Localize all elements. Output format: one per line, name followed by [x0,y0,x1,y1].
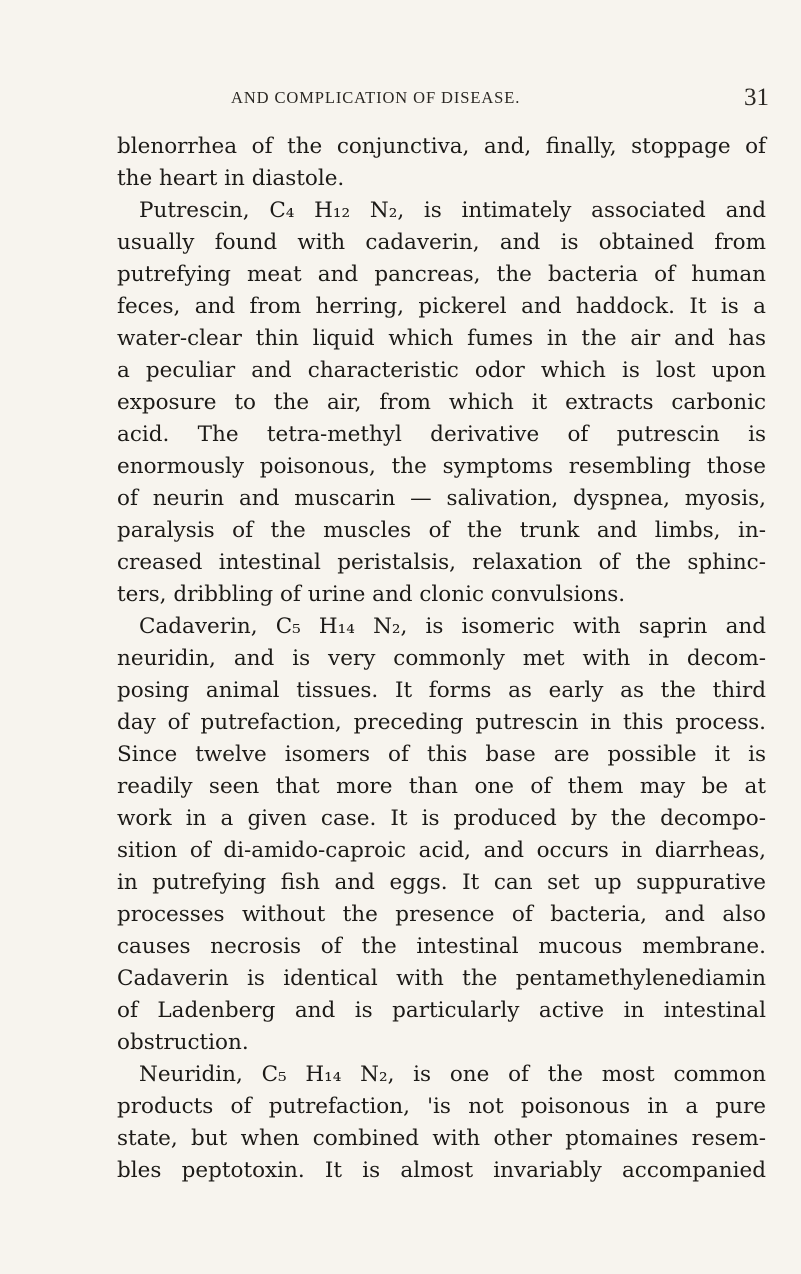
text-line: products of putrefaction, 'is not poisonous in a pure [117,1094,766,1119]
text-line: blenorrhea of the conjunctiva, and, finally, stoppage of [117,134,766,159]
text-line: putrefying meat and pancreas, the bacteria of human [117,262,766,287]
paragraph-cadaverin-start: Cadaverin, C₅ H₁₄ N₂, is isomeric with saprin and [139,614,766,639]
text-line: state, but when combined with other ptomaines resem- [117,1126,766,1151]
text-line: a peculiar and characteristic odor which is lost upon [117,358,766,383]
paragraph-neuridin-start: Neuridin, C₅ H₁₄ N₂, is one of the most common [139,1062,766,1087]
text-line: of neurin and muscarin — salivation, dyspnea, myosis, [117,486,766,511]
text-line: water-clear thin liquid which fumes in the air and has [117,326,766,351]
page-number: 31 [744,84,769,111]
text-line: Cadaverin is identical with the pentamethylenediamin [117,966,766,991]
text-line: causes necrosis of the intestinal mucous membrane. [117,934,766,959]
text-line: neuridin, and is very commonly met with in decom- [117,646,766,671]
text-line: exposure to the air, from which it extracts carbonic [117,390,766,415]
text-line: acid. The tetra-methyl derivative of putrescin is [117,422,766,447]
text-line: posing animal tissues. It forms as early as the third [117,678,766,703]
running-head [231,84,769,114]
text-line: readily seen that more than one of them may be at [117,774,766,799]
text-line: day of putrefaction, preceding putrescin in this process. [117,710,766,735]
text-line: paralysis of the muscles of the trunk and limbs, in- [117,518,766,543]
text-line: ters, dribbling of urine and clonic convulsions. [117,582,626,607]
paragraph-putrescin-start: Putrescin, C₄ H₁₂ N₂, is intimately associated and [139,198,766,223]
text-line: Since twelve isomers of this base are possible it is [117,742,766,767]
text-line: feces, and from herring, pickerel and haddock. It is a [117,294,766,319]
text-line: work in a given case. It is produced by the decompo- [117,806,766,831]
text-line: usually found with cadaverin, and is obtained from [117,230,766,255]
text-line: the heart in diastole. [117,166,345,191]
text-line: creased intestinal peristalsis, relaxation of the sphinc- [117,550,766,575]
running-title: AND COMPLICATION OF DISEASE. [231,88,521,107]
text-line: sition of di-amido-caproic acid, and occurs in diarrheas, [117,838,766,863]
text-line: obstruction. [117,1030,249,1055]
text-line: processes without the presence of bacteria, and also [117,902,766,927]
text-line: in putrefying fish and eggs. It can set up suppurative [117,870,766,895]
text-line: enormously poisonous, the symptoms resembling those [117,454,766,479]
text-line: bles peptotoxin. It is almost invariably accompanied [117,1158,766,1183]
text-line: of Ladenberg and is particularly active in intestinal [117,998,766,1023]
